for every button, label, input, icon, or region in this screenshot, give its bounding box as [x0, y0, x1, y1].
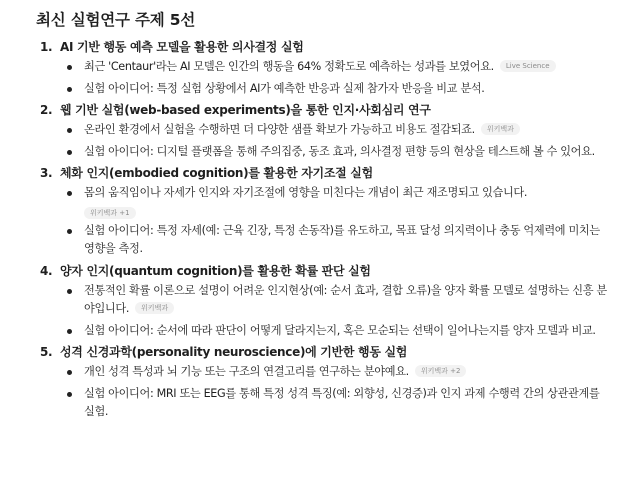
list-item [38, 282, 609, 319]
list-item [38, 184, 609, 219]
source-chip[interactable]: 위키백과 +2 [415, 365, 467, 377]
topic-number: 2. [40, 103, 53, 117]
topic-1 [38, 38, 609, 98]
page-title: 최신 실험연구 주제 5선 [36, 11, 196, 29]
topic-3 [38, 164, 609, 259]
topic-number: 3. [40, 166, 53, 180]
topic-number: 4. [40, 263, 53, 278]
topic-heading [38, 101, 609, 119]
source-chip[interactable]: 위키백과 +1 [84, 207, 136, 219]
list-item [38, 143, 609, 162]
bullet-icon [67, 87, 72, 92]
list-item-text: 실험 아이디어: 특정 자세(예: 근육 긴장, 특정 손동작)를 유도하고, 목표 달성 의지력이나 충동 억제력에 미치는 영향을 측정. [84, 223, 600, 255]
list-item-text: 온라인 환경에서 실험을 수행하면 더 다양한 샘플 확보가 가능하고 비용도 절감되죠. [84, 123, 475, 136]
topic-heading [38, 343, 609, 361]
topic-heading [38, 164, 609, 182]
source-chip[interactable]: Live Science [500, 60, 556, 72]
topic-number: 1. [40, 40, 53, 54]
list-item-text: 실험 아이디어: 디지털 플랫폼을 통해 주의집중, 동조 효과, 의사결정 편향 등의 현상을 테스트해 볼 수 있어요. [84, 144, 595, 158]
bullet-icon [67, 191, 72, 196]
topic-heading-text: 체화 인지(embodied cognition)를 활용한 자기조절 실험 [60, 166, 373, 180]
topic-heading-text: 성격 신경과학(personality neuroscience)에 기반한 행동 실험 [60, 345, 408, 359]
list-item [38, 322, 609, 341]
list-item [38, 222, 609, 259]
list-item [38, 385, 609, 422]
bullet-icon [67, 150, 72, 155]
list-item-text: 몸의 움직임이나 자세가 인지와 자기조절에 영향을 미친다는 개념이 최근 재조명되고 있습니다. [84, 186, 528, 199]
topic-heading-text: 웹 기반 실험(web-based experiments)을 통한 인지·사회심리 연구 [60, 103, 431, 117]
bullet-icon [67, 229, 72, 234]
list-item-text: 실험 아이디어: 특정 실험 상황에서 AI가 예측한 반응과 실제 참가자 반응을 비교 분석. [84, 81, 485, 95]
bullet-icon [67, 392, 72, 397]
topic-heading [38, 262, 609, 280]
topic-heading [38, 38, 609, 56]
bullet-icon [67, 289, 72, 294]
topic-4 [38, 262, 609, 341]
topic-5 [38, 343, 609, 422]
topic-2 [38, 101, 609, 161]
bullet-icon [67, 128, 72, 133]
list-item-text: 개인 성격 특성과 뇌 기능 또는 구조의 연결고리를 연구하는 분야예요. [84, 365, 409, 378]
topic-heading-text: AI 기반 행동 예측 모델을 활용한 의사결정 실험 [60, 40, 304, 54]
list-item-text: 실험 아이디어: 순서에 따라 판단이 어떻게 달라지는지, 혹은 모순되는 선택이 일어나는지를 양자 모델과 비교. [84, 323, 596, 337]
topic-heading-text: 양자 인지(quantum cognition)를 활용한 확률 판단 실험 [60, 263, 371, 278]
list-item-text: 최근 'Centaur'라는 AI 모델은 인간의 행동을 64% 정확도로 예측하는 성과를 보였어요. [84, 60, 494, 73]
bullet-icon [67, 329, 72, 334]
list-item-text: 실험 아이디어: MRI 또는 EEG를 통해 특정 성격 특징(예: 외향성, 신경증)과 인지 과제 수행력 간의 상관관계를 실험. [84, 386, 600, 418]
source-chip[interactable]: 위키백과 [481, 123, 520, 135]
source-chip[interactable]: 위키백과 [135, 302, 174, 314]
list-item [38, 58, 609, 77]
list-item-text: 전통적인 확률 이론으로 설명이 어려운 인지현상(예: 순서 효과, 결합 오류)을 양자 확률 모델로 설명하는 신흥 분야입니다. [84, 283, 607, 315]
bullet-icon [67, 65, 72, 70]
list-item [38, 121, 609, 140]
topic-number: 5. [40, 345, 53, 359]
list-item [38, 363, 609, 382]
list-item [38, 80, 609, 99]
bullet-icon [67, 370, 72, 375]
